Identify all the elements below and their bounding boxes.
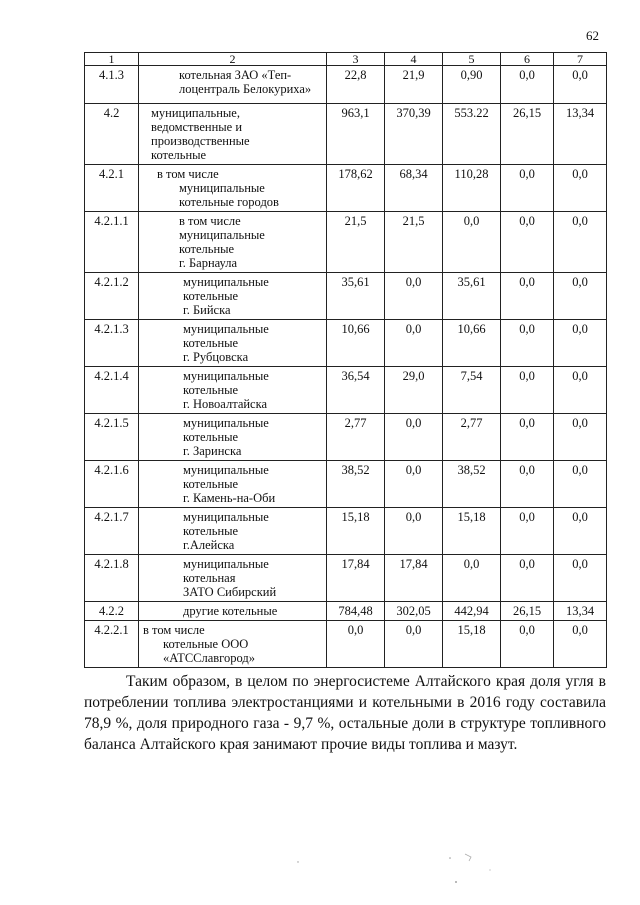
value-cell-5: 15,18 bbox=[443, 508, 501, 555]
value-cell-7: 0,0 bbox=[554, 461, 607, 508]
value-cell-3: 36,54 bbox=[327, 367, 385, 414]
value-cell-5: 110,28 bbox=[443, 165, 501, 212]
value-cell-3: 963,1 bbox=[327, 104, 385, 165]
value-cell-6: 0,0 bbox=[501, 273, 554, 320]
column-header-7: 7 bbox=[554, 53, 607, 66]
table-row bbox=[85, 367, 607, 414]
table-row bbox=[85, 461, 607, 508]
value-cell-6: 0,0 bbox=[501, 414, 554, 461]
value-cell-3: 35,61 bbox=[327, 273, 385, 320]
row-code: 4.1.3 bbox=[85, 66, 139, 104]
column-header-5: 5 bbox=[443, 53, 501, 66]
value-cell-3: 17,84 bbox=[327, 555, 385, 602]
table-row bbox=[85, 621, 607, 668]
value-cell-6: 0,0 bbox=[501, 367, 554, 414]
value-cell-4: 21,9 bbox=[385, 66, 443, 104]
row-code: 4.2.1 bbox=[85, 165, 139, 212]
value-cell-4: 302,05 bbox=[385, 602, 443, 621]
value-cell-5: 0,0 bbox=[443, 212, 501, 273]
row-code: 4.2.1.2 bbox=[85, 273, 139, 320]
column-header-1: 1 bbox=[85, 53, 139, 66]
value-cell-5: 0,0 bbox=[443, 555, 501, 602]
row-code: 4.2.1.4 bbox=[85, 367, 139, 414]
value-cell-3: 10,66 bbox=[327, 320, 385, 367]
value-cell-5: 0,90 bbox=[443, 66, 501, 104]
row-name: муниципальные котельные г.Алейска bbox=[139, 508, 327, 555]
row-name: в том числе котельные ООО «АТССлавгород» bbox=[139, 621, 327, 668]
value-cell-7: 0,0 bbox=[554, 367, 607, 414]
value-cell-7: 0,0 bbox=[554, 555, 607, 602]
row-code: 4.2.1.6 bbox=[85, 461, 139, 508]
table-row bbox=[85, 104, 607, 165]
value-cell-7: 0,0 bbox=[554, 414, 607, 461]
table-body bbox=[85, 66, 607, 668]
value-cell-7: 0,0 bbox=[554, 212, 607, 273]
value-cell-6: 26,15 bbox=[501, 104, 554, 165]
scan-specks bbox=[290, 852, 530, 892]
column-header-3: 3 bbox=[327, 53, 385, 66]
table-row bbox=[85, 602, 607, 621]
table-row bbox=[85, 555, 607, 602]
row-name: другие котельные bbox=[139, 602, 327, 621]
value-cell-4: 0,0 bbox=[385, 621, 443, 668]
table-row bbox=[85, 508, 607, 555]
summary-text: Таким образом, в целом по энергосистеме Алтайского края доля угля в потреблении топлива электростанциями и котельными в 2016 году составила 78,9 %, доля природного газа - 9,7 %, остальные доли в структуре топливного баланса Алтайского края занимают прочие виды топлива и мазут. bbox=[84, 673, 606, 753]
value-cell-3: 22,8 bbox=[327, 66, 385, 104]
row-name: муниципальные котельные г. Рубцовска bbox=[139, 320, 327, 367]
row-code: 4.2 bbox=[85, 104, 139, 165]
value-cell-5: 2,77 bbox=[443, 414, 501, 461]
value-cell-5: 7,54 bbox=[443, 367, 501, 414]
value-cell-4: 0,0 bbox=[385, 320, 443, 367]
row-name: муниципальные котельные г. Камень-на-Оби bbox=[139, 461, 327, 508]
value-cell-6: 26,15 bbox=[501, 602, 554, 621]
row-code: 4.2.1.3 bbox=[85, 320, 139, 367]
column-header-4: 4 bbox=[385, 53, 443, 66]
value-cell-3: 21,5 bbox=[327, 212, 385, 273]
value-cell-7: 0,0 bbox=[554, 273, 607, 320]
value-cell-5: 38,52 bbox=[443, 461, 501, 508]
table-row bbox=[85, 273, 607, 320]
value-cell-6: 0,0 bbox=[501, 461, 554, 508]
value-cell-4: 29,0 bbox=[385, 367, 443, 414]
row-code: 4.2.2.1 bbox=[85, 621, 139, 668]
row-name: котельная ЗАО «Теп- лоцентраль Белокуриха» bbox=[139, 66, 327, 104]
row-name: муниципальные котельные г. Бийска bbox=[139, 273, 327, 320]
row-name: муниципальные котельная ЗАТО Сибирский bbox=[139, 555, 327, 602]
table-row bbox=[85, 165, 607, 212]
value-cell-5: 10,66 bbox=[443, 320, 501, 367]
value-cell-7: 13,34 bbox=[554, 602, 607, 621]
row-code: 4.2.1.8 bbox=[85, 555, 139, 602]
row-code: 4.2.1.1 bbox=[85, 212, 139, 273]
value-cell-6: 0,0 bbox=[501, 66, 554, 104]
column-header-6: 6 bbox=[501, 53, 554, 66]
value-cell-4: 17,84 bbox=[385, 555, 443, 602]
value-cell-5: 35,61 bbox=[443, 273, 501, 320]
table-row bbox=[85, 212, 607, 273]
value-cell-4: 0,0 bbox=[385, 273, 443, 320]
value-cell-3: 38,52 bbox=[327, 461, 385, 508]
value-cell-4: 0,0 bbox=[385, 414, 443, 461]
value-cell-6: 0,0 bbox=[501, 320, 554, 367]
value-cell-6: 0,0 bbox=[501, 621, 554, 668]
row-name: муниципальные котельные г. Новоалтайска bbox=[139, 367, 327, 414]
table-row bbox=[85, 66, 607, 104]
value-cell-7: 0,0 bbox=[554, 320, 607, 367]
table-row bbox=[85, 320, 607, 367]
page-number: 62 bbox=[586, 28, 599, 43]
value-cell-7: 13,34 bbox=[554, 104, 607, 165]
row-name: муниципальные, ведомственные и производственные котельные bbox=[139, 104, 327, 165]
value-cell-3: 15,18 bbox=[327, 508, 385, 555]
value-cell-4: 0,0 bbox=[385, 461, 443, 508]
value-cell-3: 0,0 bbox=[327, 621, 385, 668]
value-cell-6: 0,0 bbox=[501, 508, 554, 555]
row-code: 4.2.1.5 bbox=[85, 414, 139, 461]
value-cell-6: 0,0 bbox=[501, 555, 554, 602]
value-cell-7: 0,0 bbox=[554, 621, 607, 668]
value-cell-7: 0,0 bbox=[554, 508, 607, 555]
value-cell-4: 0,0 bbox=[385, 508, 443, 555]
value-cell-6: 0,0 bbox=[501, 212, 554, 273]
header-row bbox=[85, 53, 607, 66]
table-row bbox=[85, 414, 607, 461]
value-cell-4: 68,34 bbox=[385, 165, 443, 212]
value-cell-6: 0,0 bbox=[501, 165, 554, 212]
row-code: 4.2.2 bbox=[85, 602, 139, 621]
fuel-balance-table bbox=[84, 52, 607, 668]
summary-paragraph bbox=[84, 671, 606, 755]
value-cell-5: 553.22 bbox=[443, 104, 501, 165]
value-cell-7: 0,0 bbox=[554, 165, 607, 212]
value-cell-3: 178,62 bbox=[327, 165, 385, 212]
value-cell-4: 370,39 bbox=[385, 104, 443, 165]
row-name: муниципальные котельные г. Заринска bbox=[139, 414, 327, 461]
row-name: в том числе муниципальные котельные городов bbox=[139, 165, 327, 212]
row-code: 4.2.1.7 bbox=[85, 508, 139, 555]
value-cell-3: 2,77 bbox=[327, 414, 385, 461]
row-name: в том числе муниципальные котельные г. Барнаула bbox=[139, 212, 327, 273]
value-cell-5: 15,18 bbox=[443, 621, 501, 668]
column-header-2: 2 bbox=[139, 53, 327, 66]
value-cell-4: 21,5 bbox=[385, 212, 443, 273]
value-cell-7: 0,0 bbox=[554, 66, 607, 104]
value-cell-3: 784,48 bbox=[327, 602, 385, 621]
value-cell-5: 442,94 bbox=[443, 602, 501, 621]
